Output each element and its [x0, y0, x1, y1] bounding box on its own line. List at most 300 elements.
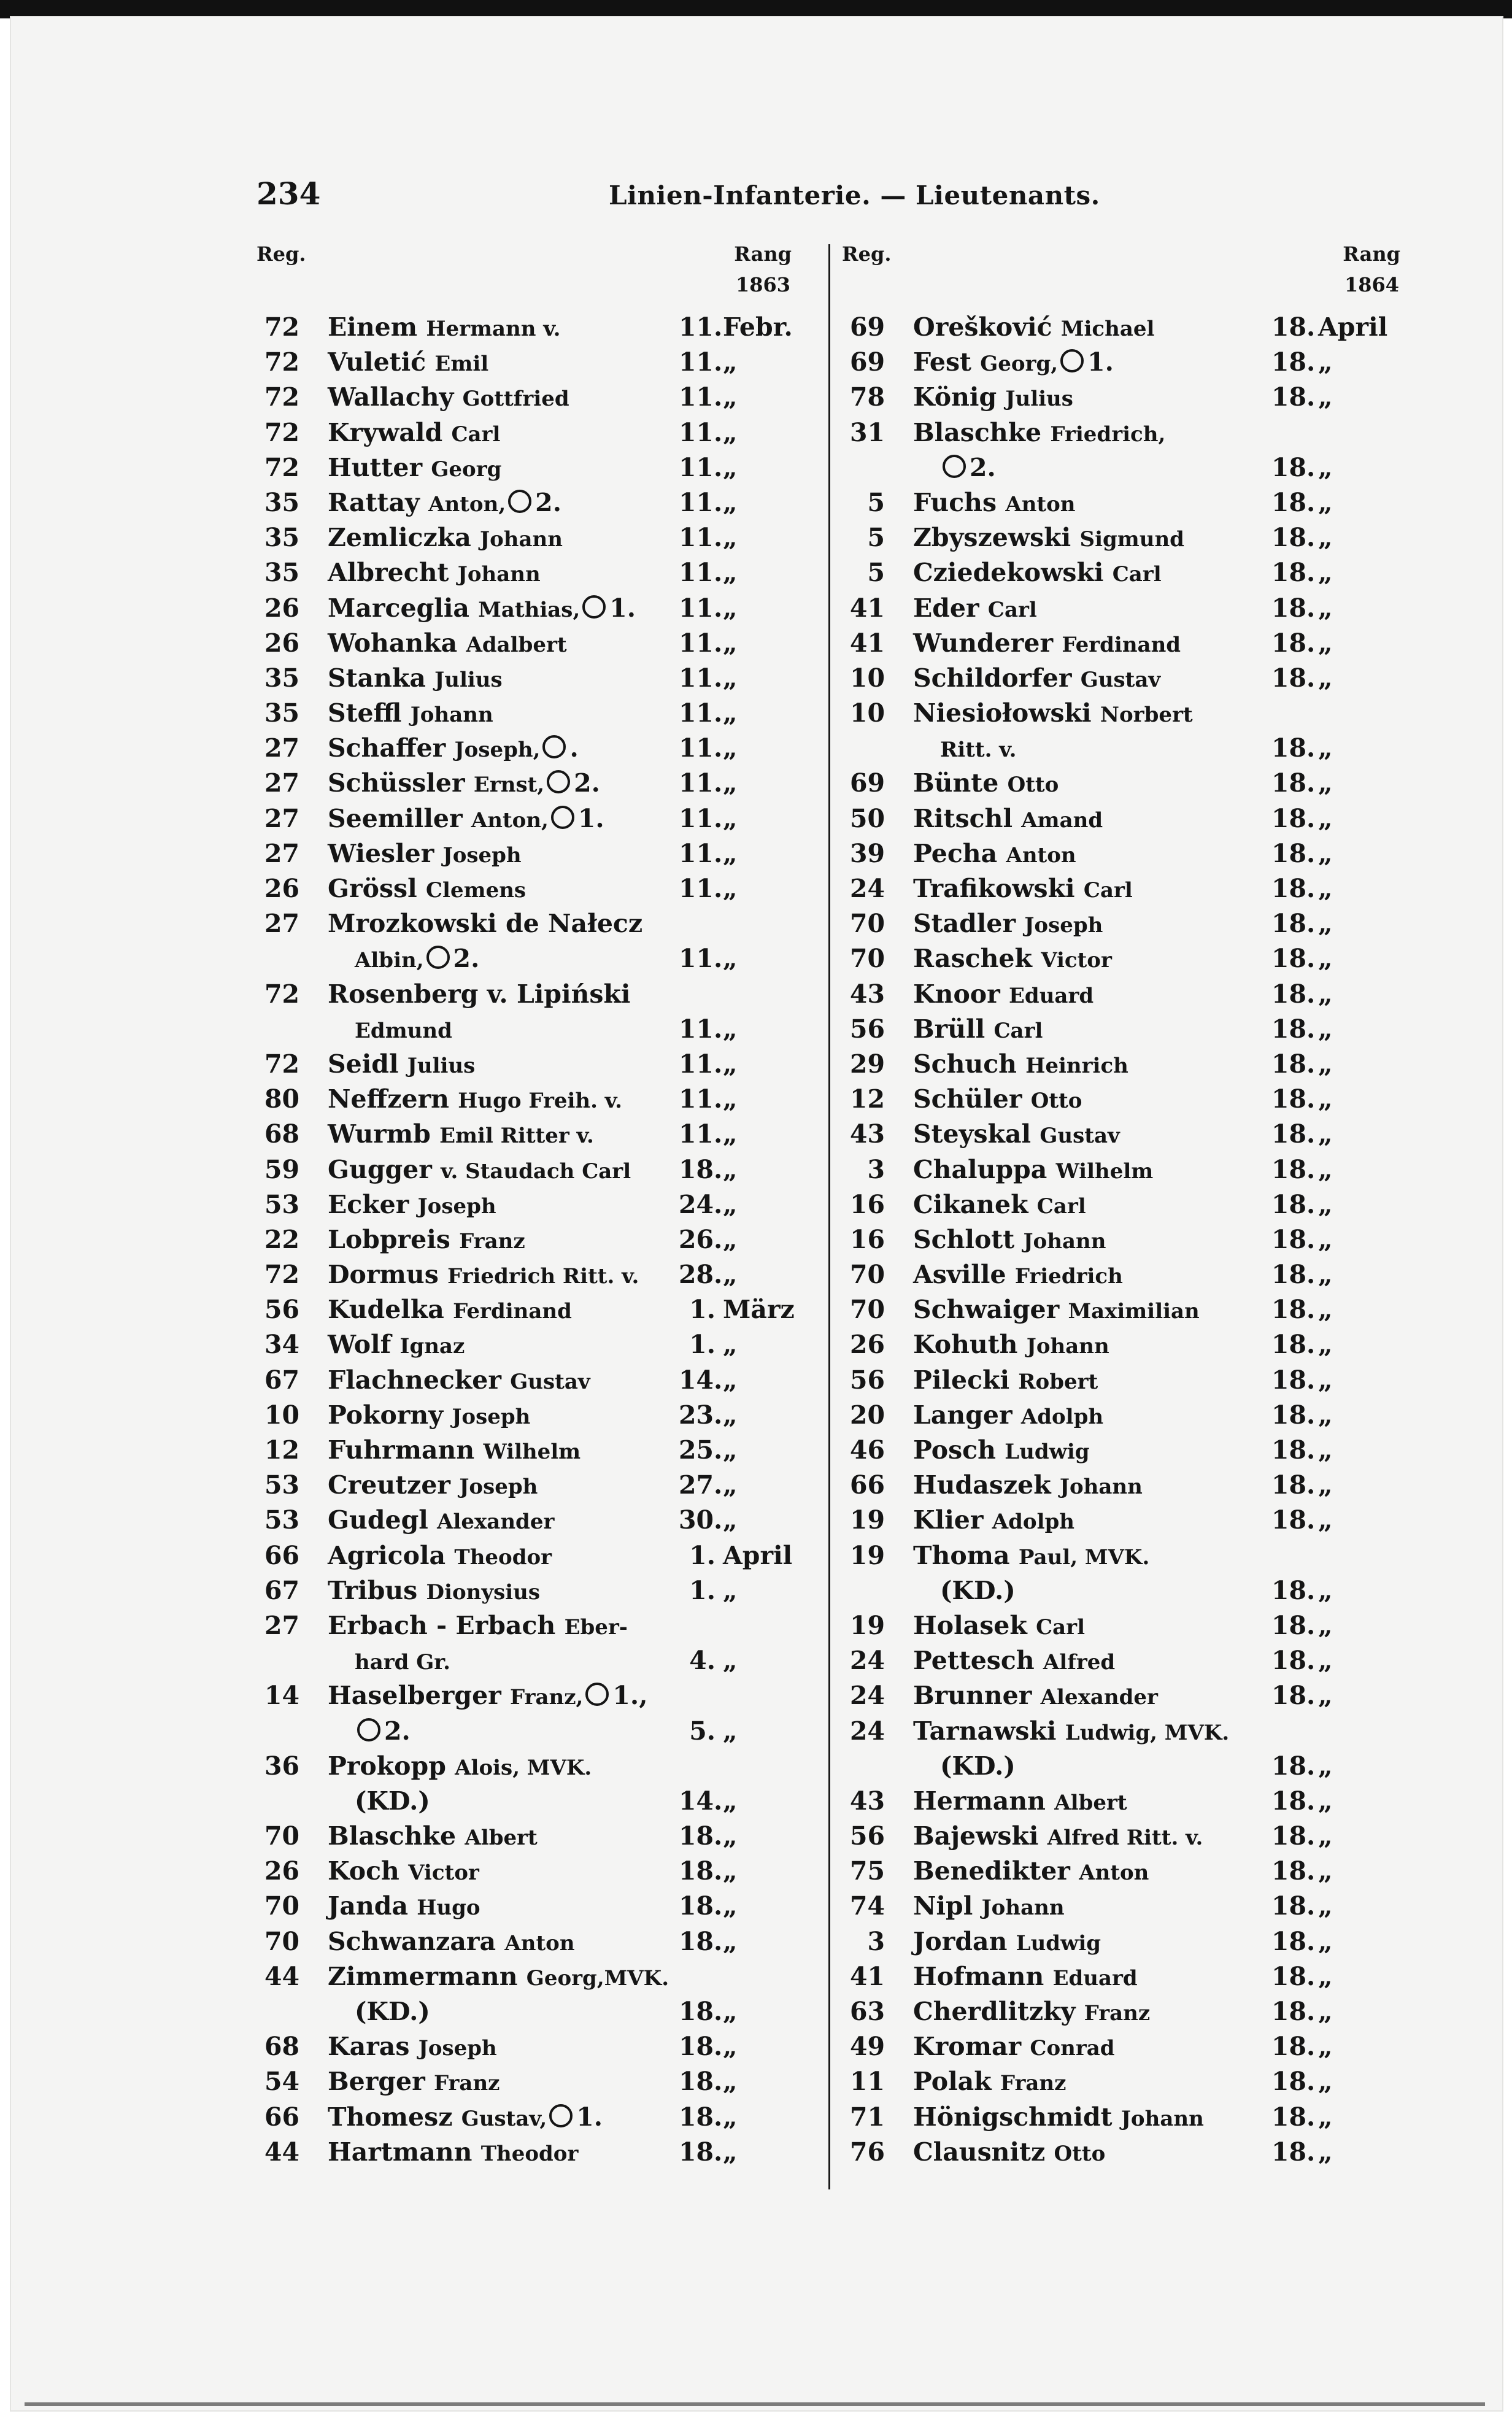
name-detail: Victor [408, 1861, 479, 1886]
entry-row [256, 906, 798, 941]
surname: Asville [913, 1260, 1015, 1290]
name-detail: Theodor [454, 1545, 552, 1570]
rank-day: 18. [1271, 628, 1316, 658]
entry-row [842, 1538, 1406, 1573]
name-detail: Carl [1112, 562, 1162, 587]
rank-day: 18. [1271, 593, 1316, 623]
entry-row [256, 801, 798, 836]
name-detail: Adalbert [466, 632, 567, 657]
name-detail: Carl [451, 422, 501, 447]
rank-month: „ [723, 593, 738, 623]
rank-day: 1. [689, 1295, 716, 1325]
surname: 1., [612, 1681, 648, 1711]
officer-name [328, 906, 642, 941]
surname: Bünte [913, 768, 1008, 798]
rank-day: 18. [1271, 1330, 1316, 1360]
surname: . [569, 733, 579, 763]
rank-month: „ [723, 874, 738, 903]
rank-month: „ [723, 2102, 738, 2132]
officer-name [913, 1187, 1086, 1224]
entry-row [842, 906, 1406, 941]
rank-day: 14. [679, 1786, 723, 1816]
surname: Ritschl [913, 803, 1022, 833]
rank-month: „ [1318, 1470, 1333, 1500]
rank-day: 18. [1271, 663, 1316, 693]
rank-month: „ [723, 944, 738, 974]
page-number: 234 [256, 175, 321, 212]
rank-month: „ [723, 1084, 738, 1114]
rank-month: „ [1318, 1224, 1333, 1254]
regiment-number: 70 [849, 909, 885, 939]
officer-name [328, 661, 503, 698]
rank-day: 18. [1271, 733, 1316, 763]
rank-day: 18. [1271, 768, 1316, 798]
entry-row [256, 1714, 798, 1749]
surname: Erbach - Erbach [328, 1610, 565, 1640]
entry-row [842, 450, 1406, 485]
surname: Vuletić [328, 347, 435, 377]
right-rang-heading: Rang [1343, 242, 1400, 266]
name-detail: Joseph [417, 1194, 496, 1219]
officer-name [940, 1749, 1016, 1784]
regiment-number: 53 [264, 1470, 299, 1500]
rank-day: 11. [679, 593, 723, 623]
surname: Bajewski [913, 1821, 1047, 1851]
surname: Brunner [913, 1681, 1041, 1711]
regiment-number: 69 [849, 347, 885, 377]
officer-name [913, 1538, 1149, 1575]
rank-month: „ [1318, 663, 1333, 693]
rank-day: 18. [1271, 1751, 1316, 1781]
name-detail: Clemens [425, 878, 526, 903]
rank-month: „ [723, 698, 738, 728]
regiment-number: 44 [264, 2137, 299, 2167]
entry-row [842, 1959, 1406, 1994]
officer-name [913, 696, 1193, 733]
name-detail: Maximilian [1068, 1299, 1200, 1324]
entry-row [256, 1398, 798, 1433]
name-detail: Ferdinand [1062, 632, 1181, 657]
officer-name [355, 1994, 430, 2029]
surname: 1. [1087, 347, 1114, 377]
regiment-number: 27 [264, 838, 299, 868]
surname: Albrecht [328, 558, 458, 588]
surname: (KD.) [940, 1751, 1016, 1781]
rank-month: „ [723, 2067, 738, 2097]
regiment-number: 29 [849, 1049, 885, 1079]
name-detail: Friedrich, [1050, 422, 1166, 447]
rank-day: 18. [1271, 452, 1316, 482]
regiment-number: 31 [849, 417, 885, 447]
name-detail: Albin, [355, 948, 424, 973]
rank-month: „ [723, 1260, 738, 1290]
entry-row [256, 310, 798, 345]
entry-row [842, 2064, 1406, 2099]
entry-row [842, 1082, 1406, 1117]
rank-day: 18. [1271, 1821, 1316, 1851]
entry-row [256, 1117, 798, 1152]
rank-month: „ [723, 1786, 738, 1816]
name-detail: Conrad [1030, 2036, 1115, 2061]
regiment-number: 10 [264, 1400, 299, 1430]
surname: Janda [328, 1891, 417, 1921]
officer-name [913, 1924, 1101, 1961]
name-detail: Otto [1030, 1089, 1082, 1114]
name-detail: Friedrich Ritt. v. [447, 1264, 639, 1289]
officer-name [913, 766, 1059, 803]
regiment-number: 43 [849, 1786, 885, 1816]
rank-month: „ [723, 803, 738, 833]
surname: Schwanzara [328, 1926, 505, 1956]
left-rang-heading: Rang [734, 242, 792, 266]
surname: Trafikowski [913, 874, 1084, 903]
entry-row [842, 1398, 1406, 1433]
rank-day: 11. [679, 558, 723, 588]
rank-month: „ [723, 1505, 738, 1535]
rank-day: 18. [679, 2032, 723, 2062]
regiment-number: 56 [264, 1295, 299, 1325]
rank-month: „ [1318, 1821, 1333, 1851]
surname: Pettesch [913, 1646, 1043, 1676]
entry-row [256, 1854, 798, 1889]
rank-day: 18. [1271, 1646, 1316, 1676]
name-detail: Hugo [417, 1896, 480, 1921]
rank-day: 18. [679, 2102, 723, 2132]
entry-row [842, 1643, 1406, 1678]
regiment-number: 27 [264, 1610, 299, 1640]
rank-month: „ [723, 1119, 738, 1149]
rank-day: 1. [689, 1575, 716, 1605]
officer-name [328, 345, 488, 382]
regiment-number: 27 [264, 733, 299, 763]
officer-name [913, 1257, 1123, 1294]
rank-month: „ [1318, 1926, 1333, 1956]
rank-month: „ [1318, 1084, 1333, 1114]
rank-month: „ [723, 1154, 738, 1184]
surname: (KD.) [355, 1786, 430, 1816]
rank-month: „ [1318, 2032, 1333, 2062]
rank-month: „ [723, 1997, 738, 2026]
regiment-number: 3 [867, 1926, 885, 1956]
rank-month: „ [723, 838, 738, 868]
surname: Schuch [913, 1049, 1026, 1079]
name-detail: Johann [1026, 1334, 1109, 1359]
name-detail: Johann [981, 1896, 1065, 1921]
rank-month: „ [1318, 1575, 1333, 1605]
rank-month: „ [1318, 838, 1333, 868]
surname: Stadler [913, 909, 1025, 939]
surname: Wolf [328, 1330, 400, 1360]
officer-name [328, 1292, 572, 1329]
decoration-circle-icon [542, 735, 566, 758]
surname: Zbyszewski [913, 523, 1080, 553]
officer-name [355, 1714, 411, 1749]
officer-name [328, 1889, 480, 1926]
entry-row [842, 1608, 1406, 1643]
rank-month: „ [1318, 1505, 1333, 1535]
name-detail: Anton, [428, 492, 506, 517]
name-detail: Hermann v. [426, 317, 561, 341]
regiment-number: 19 [849, 1540, 885, 1570]
regiment-number: 70 [849, 1260, 885, 1290]
officer-name [913, 1292, 1200, 1329]
officer-name [328, 520, 563, 557]
officer-name [328, 1573, 540, 1610]
officer-name [328, 2064, 500, 2101]
entry-row [842, 1854, 1406, 1889]
entry-row [256, 1363, 798, 1398]
regiment-number: 66 [264, 1540, 299, 1570]
entry-row [256, 1152, 798, 1187]
name-detail: Georg,MVK. [526, 1965, 669, 1991]
name-detail: Joseph [459, 1475, 538, 1500]
rank-day: 18. [1271, 1505, 1316, 1535]
officer-name [355, 941, 479, 978]
officer-name [913, 1643, 1115, 1680]
regiment-number: 41 [849, 628, 885, 658]
officer-name [913, 2100, 1204, 2137]
entry-row [256, 1257, 798, 1292]
rank-day: 18. [1271, 1961, 1316, 1991]
name-detail: Ludwig [1016, 1930, 1101, 1956]
entry-row [256, 520, 798, 555]
rank-month: „ [723, 2137, 738, 2167]
name-detail: hard Gr. [355, 1650, 450, 1675]
entry-row [842, 836, 1406, 871]
regiment-number: 80 [264, 1084, 299, 1114]
entry-row [842, 977, 1406, 1012]
name-detail: Johann [1120, 2106, 1204, 2131]
rank-day: 18. [1271, 1997, 1316, 2026]
regiment-number: 44 [264, 1961, 299, 1991]
entry-row [256, 766, 798, 801]
surname: Lobpreis [328, 1224, 460, 1254]
rank-month: „ [1318, 1154, 1333, 1184]
surname: Haselberger [328, 1681, 511, 1711]
surname: Wiesler [328, 838, 443, 868]
name-detail: Ernst, [473, 773, 545, 798]
surname: Ecker [328, 1189, 418, 1219]
officer-name [913, 1503, 1074, 1540]
rank-day: 28. [679, 1260, 723, 1290]
surname: Grössl [328, 874, 426, 903]
entry-row [842, 1714, 1406, 1749]
rank-month: „ [1318, 2137, 1333, 2167]
rank-month: „ [723, 1049, 738, 1079]
officer-name [328, 1398, 530, 1435]
rank-day: 18. [1271, 1681, 1316, 1711]
surname: Fuhrmann [328, 1435, 484, 1465]
surname: Creutzer [328, 1470, 460, 1500]
rank-month: „ [1318, 768, 1333, 798]
name-detail: Norbert [1100, 703, 1193, 728]
rank-day: 11. [679, 628, 723, 658]
entry-row [842, 2100, 1406, 2135]
regiment-number: 70 [264, 1891, 299, 1921]
name-detail: Anton [1006, 843, 1076, 868]
rank-day: 11. [679, 1119, 723, 1149]
surname: Marceglia [328, 593, 479, 623]
entry-row [842, 485, 1406, 520]
officer-name [913, 2029, 1115, 2066]
surname: Fest [913, 347, 981, 377]
regiment-number: 66 [849, 1470, 885, 1500]
officer-name [913, 836, 1076, 873]
regiment-number: 27 [264, 803, 299, 833]
entry-row [256, 1819, 798, 1854]
left-year-heading: 1863 [735, 273, 790, 296]
rank-month: „ [1318, 1856, 1333, 1886]
surname: Langer [913, 1400, 1021, 1430]
surname: Rattay [328, 487, 429, 517]
officer-name [913, 1433, 1090, 1470]
name-detail: Ritt. v. [940, 738, 1017, 763]
regiment-number: 75 [849, 1856, 885, 1886]
surname: Gudegl [328, 1505, 438, 1535]
surname: Rosenberg v. Lipiński [328, 979, 631, 1009]
officer-name [913, 1468, 1143, 1505]
rank-day: 18. [1271, 944, 1316, 974]
regiment-number: 22 [264, 1224, 299, 1254]
surname: Flachnecker [328, 1365, 511, 1395]
regiment-number: 67 [264, 1365, 299, 1395]
rank-month: „ [723, 733, 738, 763]
surname: Niesiołowski [913, 698, 1100, 728]
regiment-number: 27 [264, 768, 299, 798]
officer-name [328, 1538, 552, 1575]
rank-month: „ [1318, 558, 1333, 588]
officer-name [328, 310, 561, 347]
rank-day: 11. [679, 417, 723, 447]
name-detail: Alexander [1040, 1685, 1158, 1710]
regiment-number: 68 [264, 1119, 299, 1149]
officer-name [913, 1398, 1103, 1435]
surname: Kudelka [328, 1295, 453, 1325]
rank-day: 18. [1271, 1295, 1316, 1325]
name-detail: Anton [1005, 492, 1076, 517]
officer-name [913, 310, 1154, 347]
name-detail: Albert [465, 1826, 538, 1851]
surname: Nipl [913, 1891, 982, 1921]
surname: 2. [453, 944, 480, 974]
rank-day: 11. [679, 944, 723, 974]
entry-row [256, 1433, 798, 1468]
rank-day: 18. [1271, 1154, 1316, 1184]
rank-month: „ [723, 628, 738, 658]
name-detail: Carl [1036, 1194, 1086, 1219]
regiment-number: 10 [849, 663, 885, 693]
surname: Kromar [913, 2032, 1030, 2062]
officer-name [328, 1327, 465, 1364]
rank-day: 18. [679, 1891, 723, 1921]
entry-row [256, 1749, 798, 1784]
rank-day: 18. [1271, 1891, 1316, 1921]
regiment-number: 16 [849, 1224, 885, 1254]
rank-day: 18. [1271, 2032, 1316, 2062]
right-entry-list [842, 310, 1406, 2170]
rank-day: 18. [1271, 803, 1316, 833]
surname: Steyskal [913, 1119, 1040, 1149]
entry-row [256, 345, 798, 380]
officer-name [913, 380, 1073, 417]
regiment-number: 72 [264, 382, 299, 412]
rank-month: „ [1318, 452, 1333, 482]
surname: Stanka [328, 663, 435, 693]
entry-row [842, 345, 1406, 380]
right-column-header [842, 242, 1406, 310]
officer-name [328, 731, 579, 768]
rank-day: 18. [1271, 1119, 1316, 1149]
rank-month: „ [723, 452, 738, 482]
officer-name [940, 1573, 1016, 1608]
surname: Schüler [913, 1084, 1031, 1114]
officer-name [913, 661, 1160, 698]
regiment-number: 72 [264, 417, 299, 447]
regiment-number: 76 [849, 2137, 885, 2167]
entry-row [256, 1608, 798, 1643]
rank-month: „ [1318, 1646, 1333, 1676]
name-detail: Wilhelm [1055, 1159, 1154, 1184]
regiment-number: 24 [849, 1681, 885, 1711]
rank-month: „ [723, 1470, 738, 1500]
surname: Neffzern [328, 1084, 458, 1114]
entry-row [256, 415, 798, 450]
name-detail: Gustav, [461, 2106, 547, 2131]
name-detail: Paul, MVK. [1018, 1545, 1150, 1570]
entry-row [842, 871, 1406, 906]
rank-day: 18. [1271, 874, 1316, 903]
officer-name [913, 415, 1165, 452]
regiment-number: 11 [849, 2067, 885, 2097]
surname: (KD.) [355, 1997, 430, 2026]
rank-day: 26. [679, 1224, 723, 1254]
surname: Pokorny [328, 1400, 452, 1430]
officer-name [328, 380, 569, 417]
entry-row [256, 1327, 798, 1362]
surname: Berger [328, 2067, 434, 2097]
entry-row [256, 1889, 798, 1924]
surname: Tribus [328, 1575, 426, 1605]
name-detail: Johann [480, 527, 563, 552]
officer-name [328, 1187, 496, 1224]
name-detail: Dionysius [426, 1579, 541, 1605]
decoration-circle-icon [585, 1683, 609, 1706]
officer-name [913, 2135, 1105, 2172]
rank-day: 24. [679, 1189, 723, 1219]
rank-month: „ [1318, 1681, 1333, 1711]
name-detail: Franz [1000, 2071, 1066, 2096]
rank-day: 18. [679, 2067, 723, 2097]
name-detail: Gottfried [462, 387, 569, 412]
officer-name [913, 1889, 1065, 1926]
rank-day: 18. [1271, 1189, 1316, 1219]
entry-row [842, 661, 1406, 696]
regiment-number: 43 [849, 1119, 885, 1149]
officer-name [913, 626, 1181, 663]
officer-name [913, 941, 1112, 978]
officer-name [913, 591, 1037, 628]
entry-row [842, 1292, 1406, 1327]
regiment-number: 26 [849, 1330, 885, 1360]
rank-month: „ [1318, 2067, 1333, 2097]
surname: Mrozkowski de Nałecz [328, 909, 643, 939]
name-detail: Johann [410, 703, 493, 728]
entry-row [256, 696, 798, 731]
entry-row [256, 1573, 798, 1608]
regiment-number: 72 [264, 452, 299, 482]
surname: Zimmermann [328, 1961, 526, 1991]
rank-month: „ [723, 487, 738, 517]
